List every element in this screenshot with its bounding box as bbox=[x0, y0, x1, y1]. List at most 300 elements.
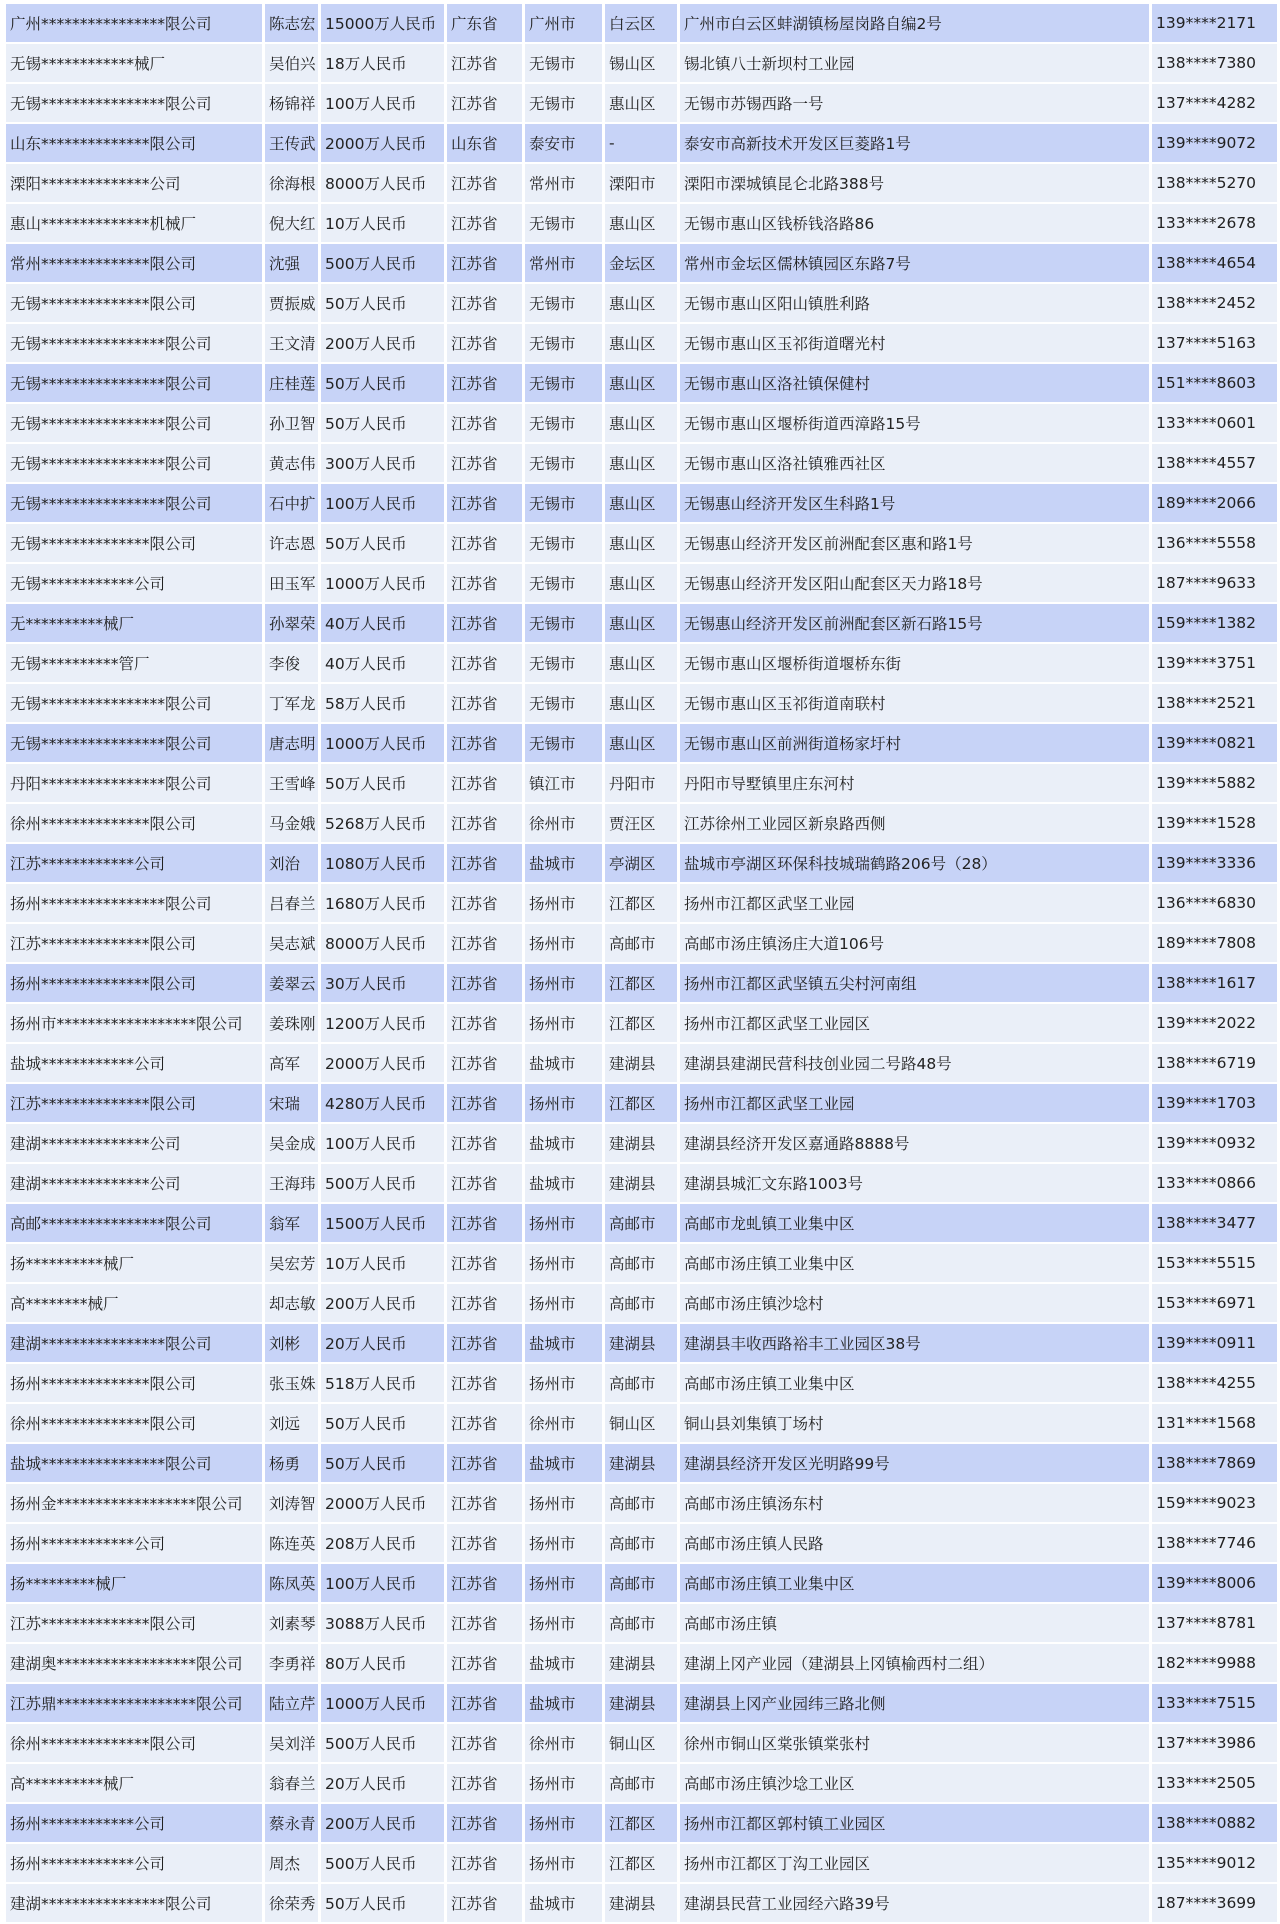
district-cell: 惠山区 bbox=[605, 324, 680, 364]
phone-cell: 136****6830 bbox=[1152, 884, 1277, 924]
legal-rep-cell: 李勇祥 bbox=[265, 1644, 321, 1684]
registered-capital-cell: 40万人民币 bbox=[321, 644, 447, 684]
district-cell: 惠山区 bbox=[605, 724, 680, 764]
company-name-cell: 盐城****************限公司 bbox=[6, 1444, 265, 1484]
phone-cell: 139****3336 bbox=[1152, 844, 1277, 884]
district-cell: 高邮市 bbox=[605, 1604, 680, 1644]
company-name-cell: 扬*********械厂 bbox=[6, 1564, 265, 1604]
city-cell: 盐城市 bbox=[525, 1164, 605, 1204]
legal-rep-cell: 田玉军 bbox=[265, 564, 321, 604]
phone-cell: 139****1703 bbox=[1152, 1084, 1277, 1124]
phone-cell: 189****7808 bbox=[1152, 924, 1277, 964]
district-cell: 建湖县 bbox=[605, 1124, 680, 1164]
province-cell: 江苏省 bbox=[447, 284, 525, 324]
phone-cell: 139****1528 bbox=[1152, 804, 1277, 844]
district-cell: 溧阳市 bbox=[605, 164, 680, 204]
company-name-cell: 扬州**************限公司 bbox=[6, 1364, 265, 1404]
address-cell: 扬州市江都区郭村镇工业园区 bbox=[680, 1804, 1152, 1844]
registered-capital-cell: 500万人民币 bbox=[321, 1844, 447, 1884]
city-cell: 扬州市 bbox=[525, 1764, 605, 1804]
registered-capital-cell: 200万人民币 bbox=[321, 324, 447, 364]
legal-rep-cell: 却志敏 bbox=[265, 1284, 321, 1324]
city-cell: 广州市 bbox=[525, 4, 605, 44]
province-cell: 江苏省 bbox=[447, 84, 525, 124]
registered-capital-cell: 1000万人民币 bbox=[321, 1684, 447, 1724]
company-name-cell: 无锡**************限公司 bbox=[6, 284, 265, 324]
district-cell: 惠山区 bbox=[605, 484, 680, 524]
phone-cell: 138****5270 bbox=[1152, 164, 1277, 204]
province-cell: 山东省 bbox=[447, 124, 525, 164]
province-cell: 江苏省 bbox=[447, 1284, 525, 1324]
phone-cell: 138****2452 bbox=[1152, 284, 1277, 324]
legal-rep-cell: 孙卫智 bbox=[265, 404, 321, 444]
province-cell: 江苏省 bbox=[447, 604, 525, 644]
city-cell: 徐州市 bbox=[525, 1724, 605, 1764]
registered-capital-cell: 18万人民币 bbox=[321, 44, 447, 84]
registered-capital-cell: 100万人民币 bbox=[321, 84, 447, 124]
table-row bbox=[6, 804, 1277, 844]
registered-capital-cell: 50万人民币 bbox=[321, 364, 447, 404]
phone-cell: 135****9012 bbox=[1152, 1844, 1277, 1884]
province-cell: 江苏省 bbox=[447, 164, 525, 204]
company-name-cell: 江苏鼎******************限公司 bbox=[6, 1684, 265, 1724]
legal-rep-cell: 翁春兰 bbox=[265, 1764, 321, 1804]
address-cell: 无锡市惠山区玉祁街道南联村 bbox=[680, 684, 1152, 724]
province-cell: 江苏省 bbox=[447, 1204, 525, 1244]
table-row bbox=[6, 284, 1277, 324]
city-cell: 扬州市 bbox=[525, 924, 605, 964]
registered-capital-cell: 80万人民币 bbox=[321, 1644, 447, 1684]
legal-rep-cell: 吴金成 bbox=[265, 1124, 321, 1164]
table-row bbox=[6, 1764, 1277, 1804]
province-cell: 江苏省 bbox=[447, 1044, 525, 1084]
company-name-cell: 徐州**************限公司 bbox=[6, 1724, 265, 1764]
table-row bbox=[6, 964, 1277, 1004]
company-name-cell: 扬**********械厂 bbox=[6, 1244, 265, 1284]
table-row bbox=[6, 1364, 1277, 1404]
table-row bbox=[6, 1244, 1277, 1284]
address-cell: 高邮市汤庄镇工业集中区 bbox=[680, 1364, 1152, 1404]
province-cell: 江苏省 bbox=[447, 1364, 525, 1404]
district-cell: 高邮市 bbox=[605, 1524, 680, 1564]
company-name-cell: 江苏**************限公司 bbox=[6, 924, 265, 964]
district-cell: 建湖县 bbox=[605, 1644, 680, 1684]
district-cell: 铜山区 bbox=[605, 1724, 680, 1764]
address-cell: 扬州市江都区丁沟工业园区 bbox=[680, 1844, 1152, 1884]
city-cell: 徐州市 bbox=[525, 1404, 605, 1444]
phone-cell: 138****7869 bbox=[1152, 1444, 1277, 1484]
city-cell: 无锡市 bbox=[525, 204, 605, 244]
city-cell: 无锡市 bbox=[525, 524, 605, 564]
table-row bbox=[6, 1124, 1277, 1164]
city-cell: 扬州市 bbox=[525, 1244, 605, 1284]
table-row bbox=[6, 764, 1277, 804]
company-name-cell: 无锡************械厂 bbox=[6, 44, 265, 84]
province-cell: 江苏省 bbox=[447, 1164, 525, 1204]
phone-cell: 138****3477 bbox=[1152, 1204, 1277, 1244]
table-row bbox=[6, 844, 1277, 884]
phone-cell: 139****2022 bbox=[1152, 1004, 1277, 1044]
district-cell: 江都区 bbox=[605, 1004, 680, 1044]
address-cell: 高邮市汤庄镇 bbox=[680, 1604, 1152, 1644]
city-cell: 扬州市 bbox=[525, 1364, 605, 1404]
table-row bbox=[6, 244, 1277, 284]
address-cell: 江苏徐州工业园区新泉路西侧 bbox=[680, 804, 1152, 844]
district-cell: 惠山区 bbox=[605, 284, 680, 324]
legal-rep-cell: 杨勇 bbox=[265, 1444, 321, 1484]
company-name-cell: 江苏************公司 bbox=[6, 844, 265, 884]
company-name-cell: 无锡************公司 bbox=[6, 564, 265, 604]
registered-capital-cell: 500万人民币 bbox=[321, 1724, 447, 1764]
company-name-cell: 扬州************公司 bbox=[6, 1844, 265, 1884]
address-cell: 高邮市龙虬镇工业集中区 bbox=[680, 1204, 1152, 1244]
address-cell: 无锡市惠山区前洲街道杨家圩村 bbox=[680, 724, 1152, 764]
district-cell: 惠山区 bbox=[605, 204, 680, 244]
district-cell: 高邮市 bbox=[605, 1484, 680, 1524]
province-cell: 江苏省 bbox=[447, 44, 525, 84]
province-cell: 江苏省 bbox=[447, 1324, 525, 1364]
table-row bbox=[6, 1044, 1277, 1084]
city-cell: 无锡市 bbox=[525, 604, 605, 644]
district-cell: 建湖县 bbox=[605, 1684, 680, 1724]
address-cell: 无锡市惠山区阳山镇胜利路 bbox=[680, 284, 1152, 324]
address-cell: 建湖县经济开发区光明路99号 bbox=[680, 1444, 1152, 1484]
company-name-cell: 扬州************公司 bbox=[6, 1524, 265, 1564]
city-cell: 无锡市 bbox=[525, 364, 605, 404]
phone-cell: 138****6719 bbox=[1152, 1044, 1277, 1084]
registered-capital-cell: 20万人民币 bbox=[321, 1324, 447, 1364]
address-cell: 溧阳市溧城镇昆仑北路388号 bbox=[680, 164, 1152, 204]
registered-capital-cell: 100万人民币 bbox=[321, 1564, 447, 1604]
company-name-cell: 江苏**************限公司 bbox=[6, 1604, 265, 1644]
company-name-cell: 无锡****************限公司 bbox=[6, 484, 265, 524]
table-row bbox=[6, 444, 1277, 484]
address-cell: 建湖县经济开发区嘉通路8888号 bbox=[680, 1124, 1152, 1164]
city-cell: 盐城市 bbox=[525, 1124, 605, 1164]
phone-cell: 138****4255 bbox=[1152, 1364, 1277, 1404]
phone-cell: 137****3986 bbox=[1152, 1724, 1277, 1764]
address-cell: 无锡市惠山区洛社镇保健村 bbox=[680, 364, 1152, 404]
province-cell: 江苏省 bbox=[447, 1124, 525, 1164]
city-cell: 无锡市 bbox=[525, 44, 605, 84]
table-row bbox=[6, 644, 1277, 684]
city-cell: 扬州市 bbox=[525, 1084, 605, 1124]
table-row bbox=[6, 524, 1277, 564]
address-cell: 高邮市汤庄镇沙埝村 bbox=[680, 1284, 1152, 1324]
registered-capital-cell: 10万人民币 bbox=[321, 1244, 447, 1284]
address-cell: 建湖县城汇文东路1003号 bbox=[680, 1164, 1152, 1204]
table-row bbox=[6, 604, 1277, 644]
table-row bbox=[6, 1444, 1277, 1484]
table-row bbox=[6, 1804, 1277, 1844]
legal-rep-cell: 姜珠刚 bbox=[265, 1004, 321, 1044]
district-cell: 白云区 bbox=[605, 4, 680, 44]
province-cell: 江苏省 bbox=[447, 1724, 525, 1764]
company-name-cell: 溧阳**************公司 bbox=[6, 164, 265, 204]
legal-rep-cell: 吕春兰 bbox=[265, 884, 321, 924]
legal-rep-cell: 王文清 bbox=[265, 324, 321, 364]
table-row bbox=[6, 1204, 1277, 1244]
province-cell: 江苏省 bbox=[447, 204, 525, 244]
phone-cell: 137****4282 bbox=[1152, 84, 1277, 124]
phone-cell: 139****8006 bbox=[1152, 1564, 1277, 1604]
company-name-cell: 建湖**************公司 bbox=[6, 1124, 265, 1164]
province-cell: 江苏省 bbox=[447, 1484, 525, 1524]
phone-cell: 139****0932 bbox=[1152, 1124, 1277, 1164]
address-cell: 高邮市汤庄镇工业集中区 bbox=[680, 1244, 1152, 1284]
address-cell: 扬州市江都区武坚镇五尖村河南组 bbox=[680, 964, 1152, 1004]
address-cell: 无锡市惠山区堰桥街道西漳路15号 bbox=[680, 404, 1152, 444]
city-cell: 扬州市 bbox=[525, 1564, 605, 1604]
address-cell: 高邮市汤庄镇工业集中区 bbox=[680, 1564, 1152, 1604]
district-cell: 惠山区 bbox=[605, 444, 680, 484]
company-name-cell: 高**********械厂 bbox=[6, 1764, 265, 1804]
legal-rep-cell: 黄志伟 bbox=[265, 444, 321, 484]
registered-capital-cell: 5268万人民币 bbox=[321, 804, 447, 844]
legal-rep-cell: 吴刘洋 bbox=[265, 1724, 321, 1764]
company-name-cell: 建湖**************公司 bbox=[6, 1164, 265, 1204]
table-row bbox=[6, 1324, 1277, 1364]
city-cell: 常州市 bbox=[525, 244, 605, 284]
province-cell: 江苏省 bbox=[447, 564, 525, 604]
phone-cell: 139****5882 bbox=[1152, 764, 1277, 804]
legal-rep-cell: 翁军 bbox=[265, 1204, 321, 1244]
legal-rep-cell: 王传武 bbox=[265, 124, 321, 164]
company-name-cell: 建湖****************限公司 bbox=[6, 1884, 265, 1924]
city-cell: 泰安市 bbox=[525, 124, 605, 164]
table-row bbox=[6, 1164, 1277, 1204]
table-row bbox=[6, 1084, 1277, 1124]
registered-capital-cell: 500万人民币 bbox=[321, 244, 447, 284]
city-cell: 扬州市 bbox=[525, 1604, 605, 1644]
company-name-cell: 山东**************限公司 bbox=[6, 124, 265, 164]
registered-capital-cell: 50万人民币 bbox=[321, 1884, 447, 1924]
district-cell: 建湖县 bbox=[605, 1324, 680, 1364]
district-cell: 高邮市 bbox=[605, 1244, 680, 1284]
registered-capital-cell: 2000万人民币 bbox=[321, 1044, 447, 1084]
city-cell: 镇江市 bbox=[525, 764, 605, 804]
legal-rep-cell: 宋瑞 bbox=[265, 1084, 321, 1124]
address-cell: 常州市金坛区儒林镇园区东路7号 bbox=[680, 244, 1152, 284]
phone-cell: 159****9023 bbox=[1152, 1484, 1277, 1524]
table-row bbox=[6, 44, 1277, 84]
address-cell: 丹阳市导墅镇里庄东河村 bbox=[680, 764, 1152, 804]
district-cell: 金坛区 bbox=[605, 244, 680, 284]
legal-rep-cell: 刘涛智 bbox=[265, 1484, 321, 1524]
legal-rep-cell: 刘彬 bbox=[265, 1324, 321, 1364]
phone-cell: 133****2505 bbox=[1152, 1764, 1277, 1804]
registered-capital-cell: 8000万人民币 bbox=[321, 164, 447, 204]
province-cell: 江苏省 bbox=[447, 324, 525, 364]
company-name-cell: 建湖奥******************限公司 bbox=[6, 1644, 265, 1684]
registered-capital-cell: 15000万人民币 bbox=[321, 4, 447, 44]
legal-rep-cell: 陈连英 bbox=[265, 1524, 321, 1564]
address-cell: 扬州市江都区武坚工业园 bbox=[680, 884, 1152, 924]
legal-rep-cell: 石中扩 bbox=[265, 484, 321, 524]
table-row bbox=[6, 4, 1277, 44]
company-name-cell: 江苏**************限公司 bbox=[6, 1084, 265, 1124]
province-cell: 江苏省 bbox=[447, 724, 525, 764]
company-name-cell: 常州**************限公司 bbox=[6, 244, 265, 284]
company-name-cell: 徐州**************限公司 bbox=[6, 804, 265, 844]
legal-rep-cell: 徐海根 bbox=[265, 164, 321, 204]
address-cell: 扬州市江都区武坚工业园 bbox=[680, 1084, 1152, 1124]
phone-cell: 131****1568 bbox=[1152, 1404, 1277, 1444]
city-cell: 无锡市 bbox=[525, 484, 605, 524]
province-cell: 江苏省 bbox=[447, 684, 525, 724]
city-cell: 盐城市 bbox=[525, 1324, 605, 1364]
company-name-cell: 无锡****************限公司 bbox=[6, 324, 265, 364]
table-row bbox=[6, 404, 1277, 444]
table-row bbox=[6, 1524, 1277, 1564]
district-cell: 建湖县 bbox=[605, 1164, 680, 1204]
province-cell: 广东省 bbox=[447, 4, 525, 44]
province-cell: 江苏省 bbox=[447, 1764, 525, 1804]
district-cell: 丹阳市 bbox=[605, 764, 680, 804]
district-cell: 江都区 bbox=[605, 884, 680, 924]
phone-cell: 136****5558 bbox=[1152, 524, 1277, 564]
province-cell: 江苏省 bbox=[447, 1604, 525, 1644]
phone-cell: 137****5163 bbox=[1152, 324, 1277, 364]
registered-capital-cell: 2000万人民币 bbox=[321, 124, 447, 164]
company-name-cell: 无锡****************限公司 bbox=[6, 84, 265, 124]
table-row bbox=[6, 1844, 1277, 1884]
city-cell: 无锡市 bbox=[525, 284, 605, 324]
province-cell: 江苏省 bbox=[447, 924, 525, 964]
province-cell: 江苏省 bbox=[447, 1884, 525, 1924]
registered-capital-cell: 1680万人民币 bbox=[321, 884, 447, 924]
phone-cell: 133****7515 bbox=[1152, 1684, 1277, 1724]
company-name-cell: 无锡**************限公司 bbox=[6, 524, 265, 564]
company-name-cell: 无锡****************限公司 bbox=[6, 444, 265, 484]
city-cell: 徐州市 bbox=[525, 804, 605, 844]
district-cell: 高邮市 bbox=[605, 924, 680, 964]
table-row bbox=[6, 564, 1277, 604]
district-cell: 高邮市 bbox=[605, 1204, 680, 1244]
province-cell: 江苏省 bbox=[447, 1524, 525, 1564]
legal-rep-cell: 沈强 bbox=[265, 244, 321, 284]
legal-rep-cell: 周杰 bbox=[265, 1844, 321, 1884]
city-cell: 无锡市 bbox=[525, 644, 605, 684]
table-row bbox=[6, 1884, 1277, 1924]
city-cell: 扬州市 bbox=[525, 1204, 605, 1244]
legal-rep-cell: 吴志斌 bbox=[265, 924, 321, 964]
table-row bbox=[6, 1484, 1277, 1524]
company-name-cell: 扬州市******************限公司 bbox=[6, 1004, 265, 1044]
registered-capital-cell: 300万人民币 bbox=[321, 444, 447, 484]
registered-capital-cell: 50万人民币 bbox=[321, 404, 447, 444]
city-cell: 扬州市 bbox=[525, 964, 605, 1004]
phone-cell: 139****3751 bbox=[1152, 644, 1277, 684]
table-row bbox=[6, 1644, 1277, 1684]
city-cell: 扬州市 bbox=[525, 1524, 605, 1564]
company-name-cell: 无锡****************限公司 bbox=[6, 724, 265, 764]
legal-rep-cell: 徐荣秀 bbox=[265, 1884, 321, 1924]
city-cell: 扬州市 bbox=[525, 1844, 605, 1884]
legal-rep-cell: 倪大红 bbox=[265, 204, 321, 244]
address-cell: 无锡市苏锡西路一号 bbox=[680, 84, 1152, 124]
legal-rep-cell: 陈志宏 bbox=[265, 4, 321, 44]
registered-capital-cell: 30万人民币 bbox=[321, 964, 447, 1004]
province-cell: 江苏省 bbox=[447, 964, 525, 1004]
registered-capital-cell: 50万人民币 bbox=[321, 524, 447, 564]
legal-rep-cell: 刘治 bbox=[265, 844, 321, 884]
registered-capital-cell: 10万人民币 bbox=[321, 204, 447, 244]
district-cell: 建湖县 bbox=[605, 1044, 680, 1084]
table-row bbox=[6, 1604, 1277, 1644]
phone-cell: 139****0821 bbox=[1152, 724, 1277, 764]
province-cell: 江苏省 bbox=[447, 804, 525, 844]
table-row bbox=[6, 1284, 1277, 1324]
city-cell: 无锡市 bbox=[525, 724, 605, 764]
district-cell: 惠山区 bbox=[605, 644, 680, 684]
phone-cell: 137****8781 bbox=[1152, 1604, 1277, 1644]
address-cell: 无锡惠山经济开发区前洲配套区惠和路1号 bbox=[680, 524, 1152, 564]
legal-rep-cell: 张玉姝 bbox=[265, 1364, 321, 1404]
address-cell: 扬州市江都区武坚工业园区 bbox=[680, 1004, 1152, 1044]
province-cell: 江苏省 bbox=[447, 404, 525, 444]
legal-rep-cell: 陆立芹 bbox=[265, 1684, 321, 1724]
city-cell: 盐城市 bbox=[525, 1044, 605, 1084]
company-name-cell: 扬州金******************限公司 bbox=[6, 1484, 265, 1524]
company-name-cell: 无**********械厂 bbox=[6, 604, 265, 644]
registered-capital-cell: 200万人民币 bbox=[321, 1284, 447, 1324]
phone-cell: 153****5515 bbox=[1152, 1244, 1277, 1284]
city-cell: 扬州市 bbox=[525, 884, 605, 924]
district-cell: 高邮市 bbox=[605, 1764, 680, 1804]
registered-capital-cell: 208万人民币 bbox=[321, 1524, 447, 1564]
registered-capital-cell: 3088万人民币 bbox=[321, 1604, 447, 1644]
company-name-cell: 无锡****************限公司 bbox=[6, 404, 265, 444]
registered-capital-cell: 1080万人民币 bbox=[321, 844, 447, 884]
legal-rep-cell: 孙翠荣 bbox=[265, 604, 321, 644]
legal-rep-cell: 陈凤英 bbox=[265, 1564, 321, 1604]
legal-rep-cell: 李俊 bbox=[265, 644, 321, 684]
district-cell: 高邮市 bbox=[605, 1564, 680, 1604]
table-row bbox=[6, 1404, 1277, 1444]
address-cell: 建湖县上冈产业园纬三路北侧 bbox=[680, 1684, 1152, 1724]
district-cell: 亭湖区 bbox=[605, 844, 680, 884]
phone-cell: 151****8603 bbox=[1152, 364, 1277, 404]
province-cell: 江苏省 bbox=[447, 444, 525, 484]
city-cell: 无锡市 bbox=[525, 564, 605, 604]
registered-capital-cell: 500万人民币 bbox=[321, 1164, 447, 1204]
address-cell: 无锡市惠山区玉祁街道曙光村 bbox=[680, 324, 1152, 364]
phone-cell: 182****9988 bbox=[1152, 1644, 1277, 1684]
address-cell: 无锡市惠山区堰桥街道堰桥东街 bbox=[680, 644, 1152, 684]
city-cell: 扬州市 bbox=[525, 1284, 605, 1324]
district-cell: 惠山区 bbox=[605, 604, 680, 644]
legal-rep-cell: 庄桂莲 bbox=[265, 364, 321, 404]
phone-cell: 138****7746 bbox=[1152, 1524, 1277, 1564]
city-cell: 无锡市 bbox=[525, 444, 605, 484]
address-cell: 高邮市汤庄镇汤庄大道106号 bbox=[680, 924, 1152, 964]
legal-rep-cell: 唐志明 bbox=[265, 724, 321, 764]
registered-capital-cell: 50万人民币 bbox=[321, 1444, 447, 1484]
table-row bbox=[6, 1564, 1277, 1604]
phone-cell: 187****3699 bbox=[1152, 1884, 1277, 1924]
registered-capital-cell: 1200万人民币 bbox=[321, 1004, 447, 1044]
district-cell: 铜山区 bbox=[605, 1404, 680, 1444]
legal-rep-cell: 刘远 bbox=[265, 1404, 321, 1444]
province-cell: 江苏省 bbox=[447, 1404, 525, 1444]
company-table bbox=[6, 4, 1277, 1924]
address-cell: 无锡惠山经济开发区生科路1号 bbox=[680, 484, 1152, 524]
district-cell: 锡山区 bbox=[605, 44, 680, 84]
address-cell: 建湖上冈产业园（建湖县上冈镇榆西村二组） bbox=[680, 1644, 1152, 1684]
legal-rep-cell: 贾振威 bbox=[265, 284, 321, 324]
province-cell: 江苏省 bbox=[447, 1444, 525, 1484]
